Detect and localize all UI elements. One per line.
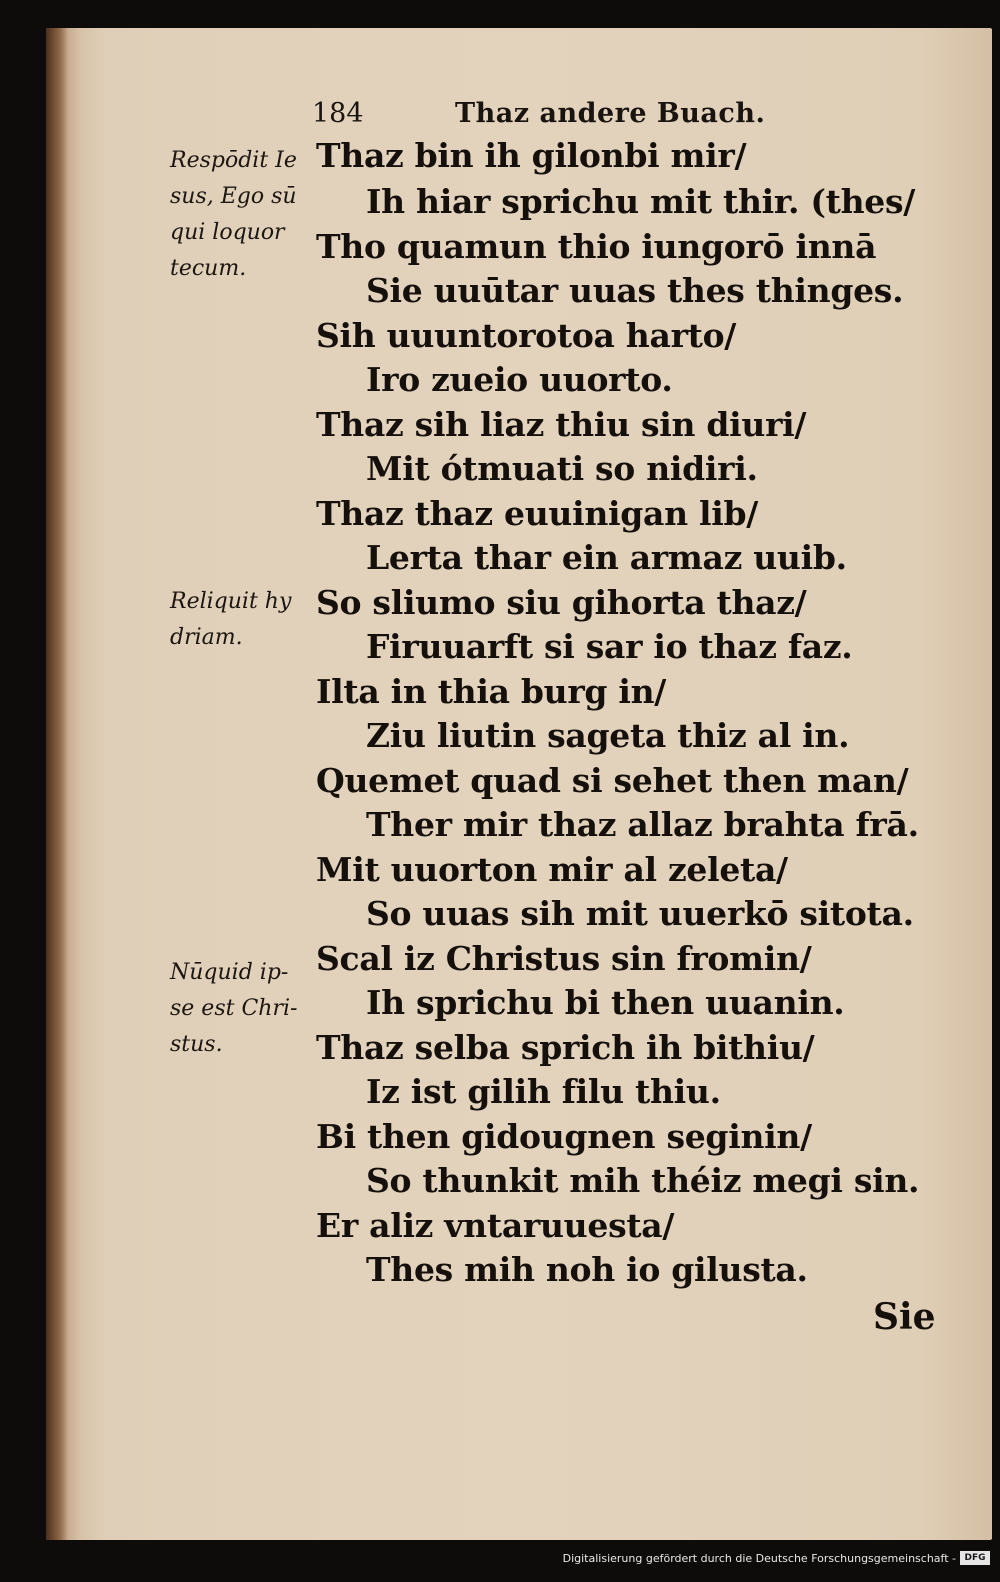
verse-line: Quemet quad si sehet then man/	[316, 761, 909, 800]
verse-line: Bi then gidougnen seginin/	[316, 1117, 812, 1156]
verse-line: Mit ótmuati so nidiri.	[366, 449, 758, 488]
margin-gloss: Respōdit Ie sus, Ego sū qui loquor tecum.	[170, 148, 297, 281]
verse-line: Iz ist gilih filu thiu.	[366, 1072, 721, 1111]
verse-line: Thaz selba sprich ih bithiu/	[316, 1028, 815, 1067]
folio-number: 184	[312, 98, 364, 129]
verse-line: Ih hiar sprichu mit thir. (thes/	[366, 182, 916, 221]
dfg-logo-icon: DFG	[960, 1551, 990, 1565]
running-title: Thaz andere Buach.	[455, 98, 766, 129]
verse-line: So sliumo siu gihorta thaz/	[316, 583, 807, 622]
verse-line: Er aliz vntaruuesta/	[316, 1206, 675, 1245]
verse-line: Tho quamun thio iungorō innā	[316, 227, 877, 266]
verse-line: Thaz thaz euuinigan lib/	[316, 494, 758, 533]
funding-credit: Digitalisierung gefördert durch die Deutsche Forschungsgemeinschaft -	[562, 1552, 956, 1565]
verse-line: Firuuarft si sar io thaz faz.	[366, 627, 853, 666]
verse-line: Lerta thar ein armaz uuib.	[366, 538, 847, 577]
verse-line: Thaz bin ih gilonbi mir/	[316, 136, 747, 175]
verse-line: So thunkit mih théiz megi sin.	[366, 1161, 920, 1200]
verse-line: Thes mih noh io gilusta.	[366, 1250, 808, 1289]
verse-line: Ilta in thia burg in/	[316, 672, 667, 711]
verse-line: Iro zueio uuorto.	[366, 360, 673, 399]
margin-gloss: Reliquit hy driam.	[170, 589, 292, 650]
verse-line: Sie uuūtar uuas thes thinges.	[366, 271, 904, 310]
margin-gloss: Nūquid ip- se est Chri- stus.	[170, 960, 298, 1057]
verse-line: Ziu liutin sageta thiz al in.	[366, 716, 850, 755]
page-binding-edge	[46, 28, 68, 1540]
verse-line: Mit uuorton mir al zeleta/	[316, 850, 788, 889]
verse-line: Ih sprichu bi then uuanin.	[366, 983, 845, 1022]
verse-line: Scal iz Christus sin fromin/	[316, 939, 812, 978]
verse-line: Thaz sih liaz thiu sin diuri/	[316, 405, 807, 444]
verse-line: So uuas sih mit uuerkō sitota.	[366, 894, 914, 933]
verse-line: Sih uuuntorotoa harto/	[316, 316, 737, 355]
verse-line: Ther mir thaz allaz brahta frā.	[366, 805, 919, 844]
catchword: Sie	[873, 1296, 936, 1338]
